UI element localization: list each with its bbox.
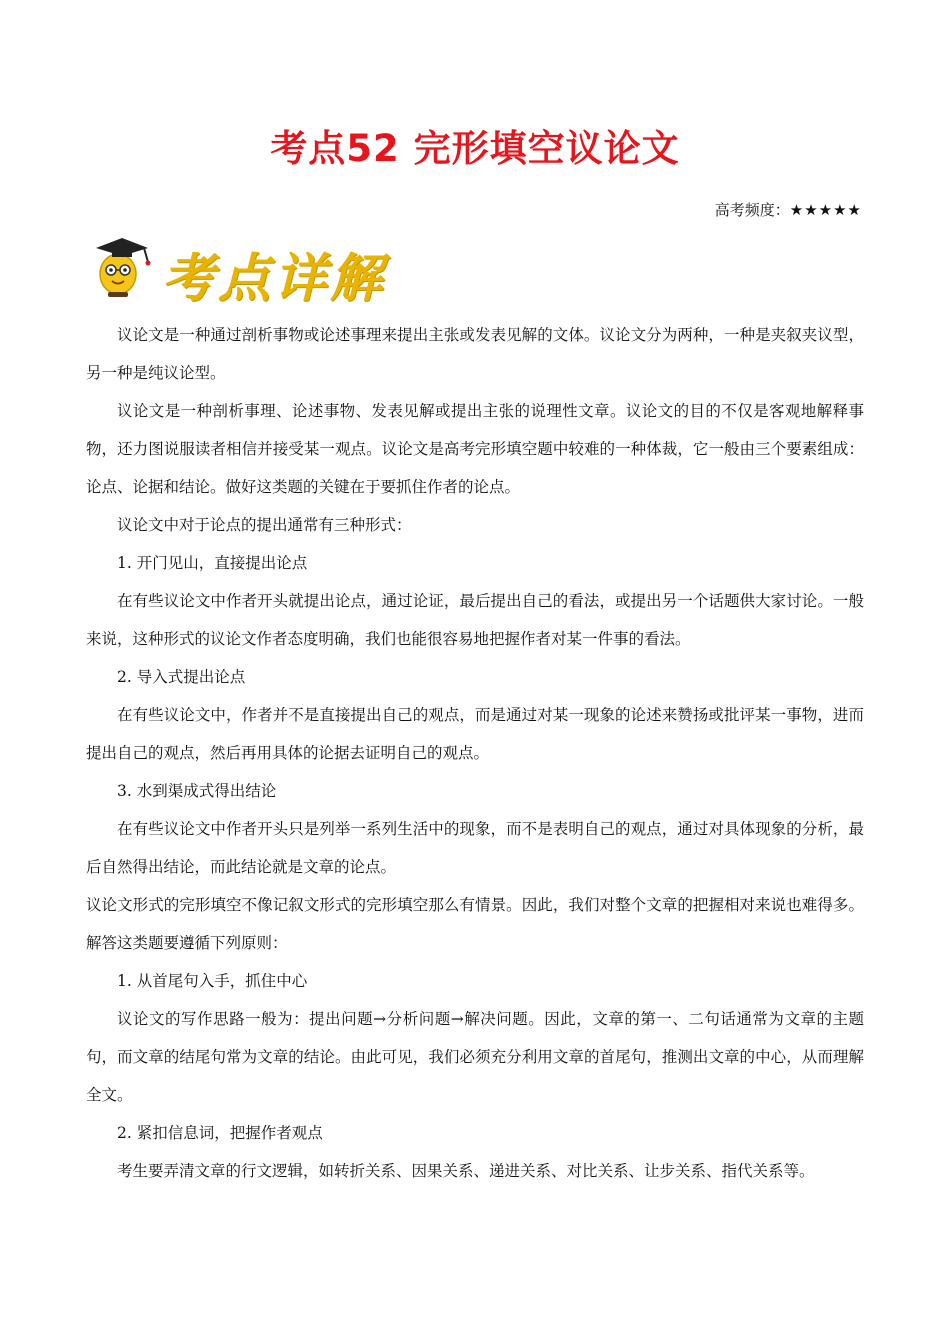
list-heading: 1. 从首尾句入手，抓住中心 (117, 972, 308, 990)
paragraph: 议论文是一种通过剖析事物或论述事理来提出主张或发表见解的文体。议论文分为两种，一种是夹叙夹议型，另一种是纯议论型。 (86, 326, 864, 382)
paragraph: 议论文形式的完形填空不像记叙文形式的完形填空那么有情景。因此，我们对整个文章的把握相对来说也难得多。解答这类题要遵循下列原则： (86, 896, 864, 952)
paragraph: 在有些议论文中作者开头只是列举一系列生活中的现象，而不是表明自己的观点，通过对具体现象的分析，最后自然得出结论，而此结论就是文章的论点。 (86, 820, 864, 876)
frequency-rating (715, 199, 862, 220)
article-body (86, 316, 864, 1190)
paragraph: 议论文的写作思路一般为：提出问题→分析问题→解决问题。因此，文章的第一、二句话通常为文章的主题句，而文章的结尾句常为文章的结论。由此可见，我们必须充分利用文章的首尾句，推测出文章的中心，从而理解全文。 (86, 1010, 864, 1104)
list-heading: 2. 导入式提出论点 (117, 668, 246, 686)
paragraph: 议论文是一种剖析事理、论述事物、发表见解或提出主张的说理性文章。议论文的目的不仅是客观地解释事物，还力图说服读者相信并接受某一观点。议论文是高考完形填空题中较难的一种体裁，它一般由三个要素组成：论点、论据和结论。做好这类题的关键在于要抓住作者的论点。 (86, 402, 864, 496)
graduate-mascot-icon (92, 234, 154, 298)
list-heading: 1. 开门见山，直接提出论点 (117, 554, 308, 572)
paragraph: 在有些议论文中，作者并不是直接提出自己的观点，而是通过对某一现象的论述来赞扬或批评某一事物，进而提出自己的观点，然后再用具体的论据去证明自己的观点。 (86, 706, 864, 762)
star-rating: ★★★★★ (789, 201, 862, 219)
section-banner (92, 232, 392, 309)
list-heading: 2. 紧扣信息词，把握作者观点 (117, 1124, 323, 1142)
list-heading: 3. 水到渠成式得出结论 (117, 782, 277, 800)
paragraph: 在有些议论文中作者开头就提出论点，通过论证，最后提出自己的看法，或提出另一个话题供大家讨论。一般来说，这种形式的议论文作者态度明确，我们也能很容易地把握作者对某一件事的看法。 (86, 592, 864, 648)
paragraph: 议论文中对于论点的提出通常有三种形式： (117, 516, 412, 534)
page-title: 考点52 完形填空议论文 (270, 127, 680, 170)
paragraph: 考生要弄清文章的行文逻辑，如转折关系、因果关系、递进关系、对比关系、让步关系、指代关系等。 (117, 1162, 815, 1180)
frequency-label: 高考频度： (714, 201, 790, 219)
section-heading: 考点详解 (162, 248, 387, 309)
